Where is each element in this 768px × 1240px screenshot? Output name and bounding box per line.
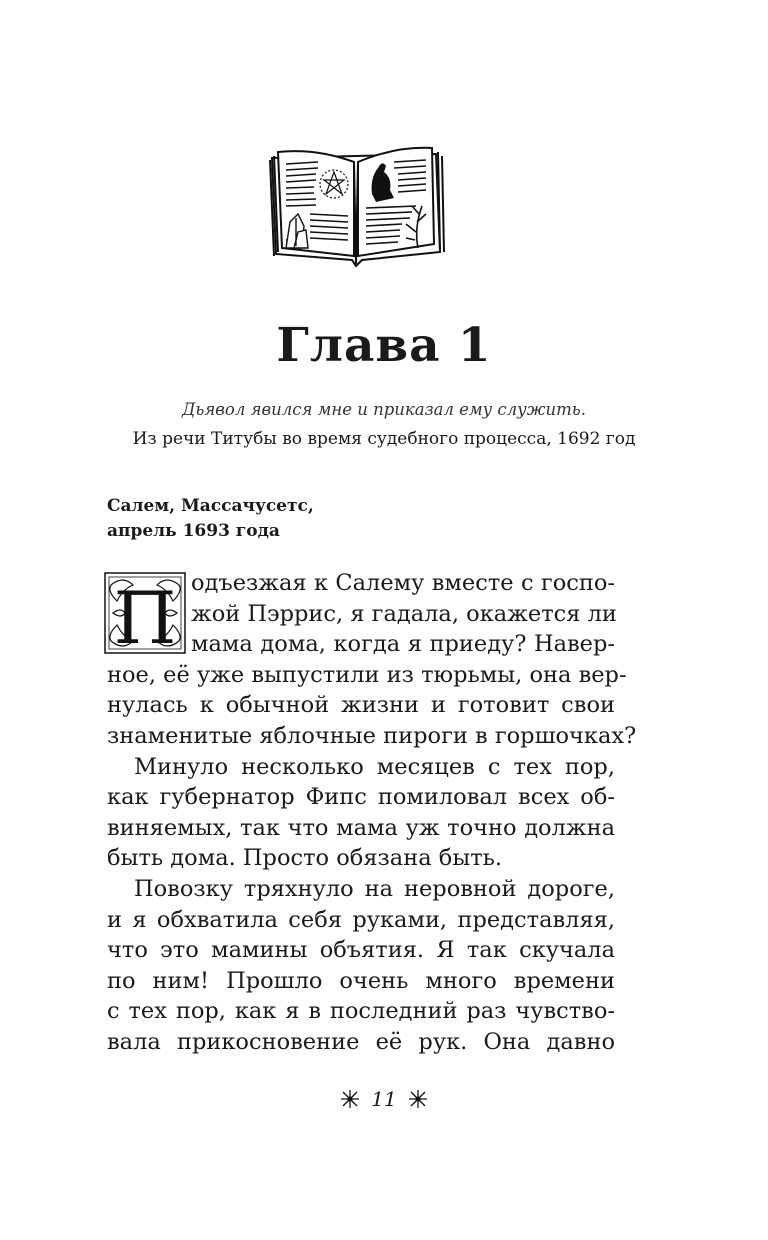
body-line: нулась к обычной жизни и готовит свои [107, 692, 615, 719]
body-line: одъезжая к Салему вместе с госпо- [191, 570, 615, 596]
body-line: быть дома. Просто обязана быть. [107, 845, 503, 872]
location-line: апрель 1693 года [107, 521, 280, 541]
star-ornament-icon [407, 1088, 429, 1110]
star-ornament-icon [339, 1088, 361, 1110]
body-line: знаменитые яблочные пироги в горшочках? [107, 723, 637, 749]
body-line: жой Пэррис, я гадала, окажется ли [191, 600, 617, 627]
body-line: как губернатор Фипс помиловал всех об- [107, 784, 615, 811]
epigraph-source: Из речи Титубы во время судебного процесса, 1692 год [132, 429, 636, 449]
open-book-icon [266, 142, 446, 272]
page-number: 11 [371, 1087, 397, 1111]
body-line: по ним! Прошло очень много времени [107, 967, 615, 994]
body-line: что это мамины объятия. Я так скучала [107, 937, 615, 964]
drop-cap [103, 571, 187, 655]
page-footer [0, 1084, 768, 1114]
location-heading [107, 494, 607, 544]
body-line: виняемых, так что мама уж точно должна [107, 814, 615, 841]
location-line: Салем, Массачусетс, [107, 496, 314, 516]
body-line: с тех пор, как я в последний раз чувство- [107, 998, 615, 1025]
body-line: и я обхватила себя руками, представляя, [107, 906, 615, 933]
body-line: Минуло несколько месяцев с тех пор, [134, 753, 615, 780]
chapter-title: Глава 1 [276, 318, 492, 373]
drop-cap-letter: П [113, 576, 177, 655]
body-line: Повозку тряхнуло на неровной дороге, [134, 876, 615, 902]
body-line: вала прикосновение её рук. Она давно [107, 1029, 615, 1055]
body-line: мама дома, когда я приеду? Навер- [191, 631, 615, 658]
body-line: ное, её уже выпустили из тюрьмы, она вер- [107, 661, 627, 688]
epigraph-quote: Дьявол явился мне и приказал ему служить. [181, 400, 587, 419]
